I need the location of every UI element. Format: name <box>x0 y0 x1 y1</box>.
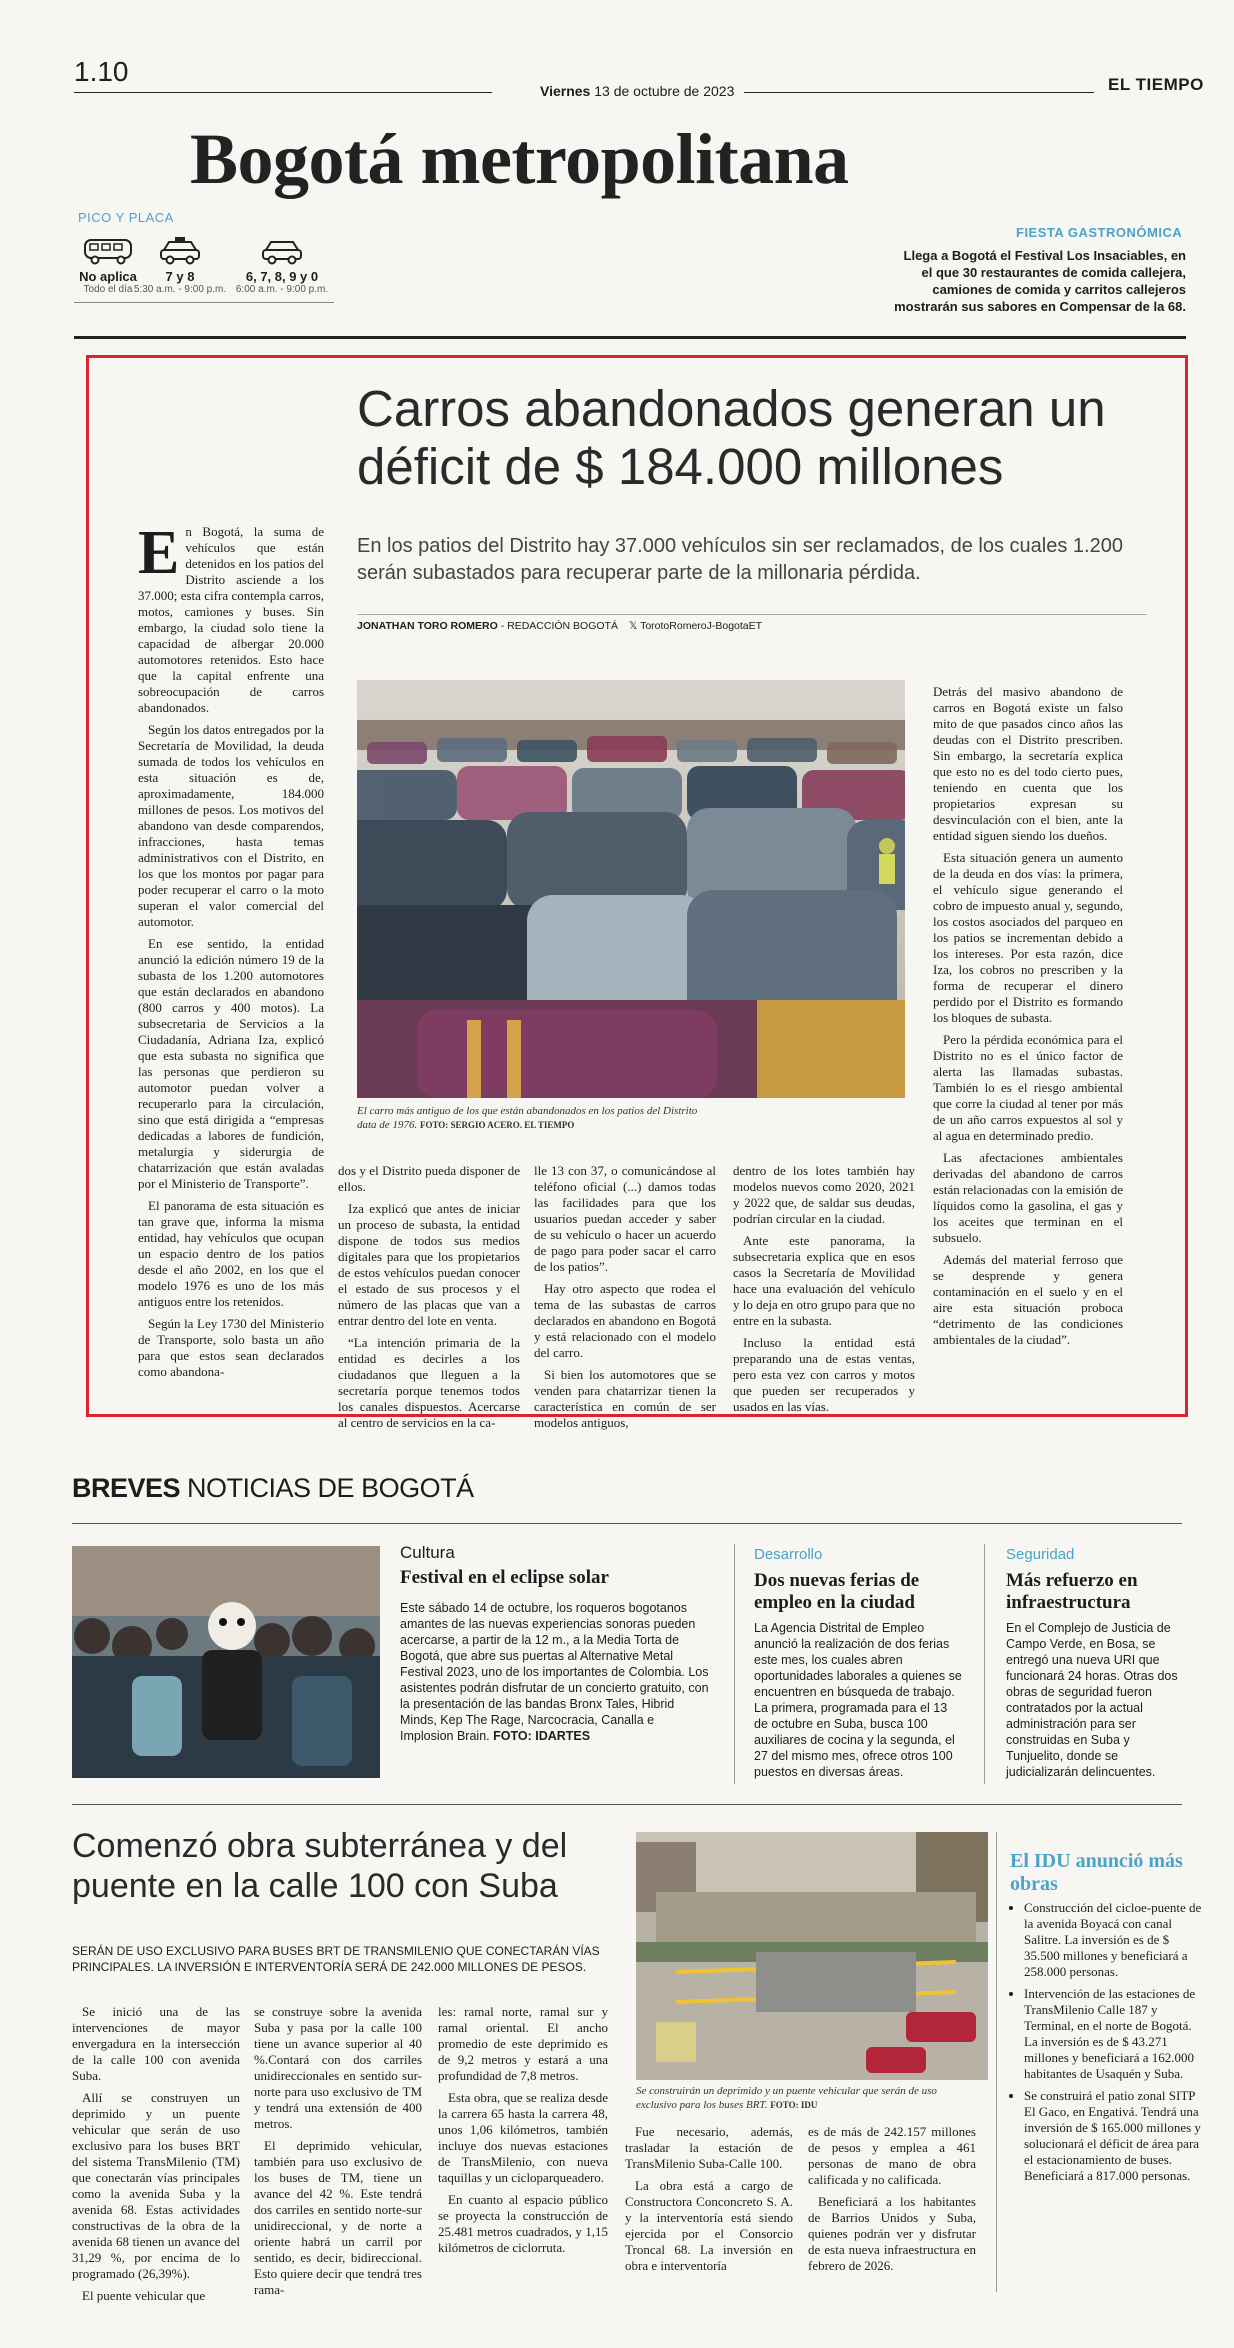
pp-taxi-value: 7 y 8 <box>165 269 195 284</box>
bottom-col1-p1: Se inició una de las intervenciones de mayor envergadura en la intersección de la calle 100 con avenida Suba. <box>72 2004 240 2083</box>
pp-bus-time: Todo el día <box>83 284 133 295</box>
breve-3-kicker: Seguridad <box>1006 1546 1075 1563</box>
main-headline: Carros abandonados generan un déficit de $ 184.000 millones <box>357 380 1106 495</box>
breve-2-text: La Agencia Distrital de Empleo anunció la realización de dos ferias este mes, los cuales abren oportunidades laborales a quienes se encuentren en búsqueda de trabajo. La primera, programada para el 13 de octubre en Suba, busca 100 auxiliares de cocina y la segunda, el 27 del mismo mes, ofrece otros 100 puestos en diversas áreas. <box>754 1621 962 1779</box>
bottom-col3-p1: les: ramal norte, ramal sur y ramal oriental. El ancho promedio de este deprimido es de 9,2 metros y estará a una profundidad de 7,8 metros. <box>438 2004 608 2083</box>
main-col1-p1: n Bogotá, la suma de vehículos que están detenidos en los patios del Distrito asciende a los 37.000; esta cifra contempla carros, motos, camiones y buses. Sin embargo, la ciudad solo tiene la capacidad de albergar 20.000 automotores retenidos. Esto hace que la capital enfrente una sobreocupación de carros abandonados. <box>138 524 324 715</box>
main-column-3 <box>534 1163 716 1437</box>
main-col3-p2: Hay otro aspecto que rodea el tema de las subastas de carros declarados en abandono en Bogotá y está relacionado con el modelo del carro. <box>534 1281 716 1360</box>
breve-1-kicker: Cultura <box>400 1543 455 1562</box>
idu-list-item: • Construcción del cicloe-puente de la avenida Boyacá con canal Salitre. La inversión es de $ 35.500 millones y beneficiará a 258.000 personas. <box>1024 1900 1204 1980</box>
bottom-column-1 <box>72 2004 240 2310</box>
pp-taxi-time: 5:30 a.m. - 9:00 p.m. <box>133 284 227 295</box>
main-col5-p1: Detrás del masivo abandono de carros en Bogotá existe un falso mito de que pasados cinco años las deudas con el Distrito prescriben. Sin embargo, la secretaría explica que esto no es del todo cierto pues, teniendo en cuenta que los propietarios expresan su desvinculación con el bien, ante la entidad siguen siendo los dueños. <box>933 684 1123 843</box>
main-column-4 <box>733 1163 915 1421</box>
bottom-column-2 <box>254 2004 422 2304</box>
dateline <box>540 83 734 99</box>
section-title: Bogotá metropolitana <box>190 119 849 199</box>
abandoned-cars-photo <box>357 680 905 1098</box>
date-day: Viernes <box>540 83 591 99</box>
byline-handle: TorotoRomeroJ-BogotaET <box>640 620 763 632</box>
breves-divider-2 <box>984 1544 985 1784</box>
main-column-2 <box>338 1163 520 1437</box>
bottom-col2-p1: se construye sobre la avenida Suba y pasa por la calle 100 tiene un avance superior al 40 %.Contará con dos carriles unidireccionales en sentido sur-norte para uso exclusivo de TM y tendrá una extensión de 400 metros. <box>254 2004 422 2131</box>
breve-2-headline: Dos nuevas ferias de empleo en la ciudad <box>754 1570 920 1613</box>
taxi-icon <box>158 236 202 266</box>
main-col1-p4: El panorama de esta situación es tan grave que, informa la misma entidad, hay vehículos que ocupan un espacio dentro de los patios desde el año 2002, en los que el modelo 1976 es uno de los más antiguos entre los retenidos. <box>138 1198 324 1309</box>
idu-list-item: • Intervención de las estaciones de TransMilenio Calle 187 y Terminal, en el norte de Bogotá. La inversión es de $ 43.271 millones y beneficiará a 162.000 habitantes de Usaquén y Suba. <box>1024 1986 1204 2082</box>
breve-3-text: En el Complejo de Justicia de Campo Verde, en Bosa, se entregó una nueva URI que funcionará 24 horas. Otras dos obras de seguridad fueron contratados por la actual administración para ser construidas en Suba y Tunjuelito, donde se judicializarán delincuentes. <box>1006 1621 1178 1779</box>
bottom-column-3 <box>438 2004 608 2262</box>
construction-photo <box>636 1832 988 2080</box>
byline-author: JONATHAN TORO ROMERO <box>357 620 498 632</box>
idu-list-item: • Se construirá el patio zonal SITP El Gaco, en Engativá. Tendrá una inversión de $ 165.000 millones y solucionará el déficit de área para el estacionamiento de buses. Beneficiará a 817.000 personas. <box>1024 2088 1204 2184</box>
byline-desk: - REDACCIÓN BOGOTÁ <box>497 620 618 632</box>
date-rest: 13 de octubre de 2023 <box>594 83 735 99</box>
header-rule-left <box>74 92 492 93</box>
pp-bus-value: No aplica <box>79 269 137 284</box>
main-col2-p1: dos y el Distrito pueda disponer de ellos. <box>338 1163 520 1194</box>
main-col5-p3: Pero la pérdida económica para el Distrito no es el único factor de alerta las llamadas subastas. También lo es el riesgo ambiental que corre la ciudad al tener por más de un año carros expuestos al sol y al agua en determinado predio. <box>933 1032 1123 1143</box>
bottom-col5-p2: Beneficiará a los habitantes de Barrios Unidos y Suba, quienes podrán ver y disfrutar de esta nueva infraestructura en febrero de 2026. <box>808 2194 976 2273</box>
main-col2-p3: “La intención primaria de la entidad es decirles a los ciudadanos que lleguen a la secretaría porque tenemos todos los canales dispuestos. Acercarse al centro de servicios en la ca- <box>338 1335 520 1430</box>
main-col3-p1: lle 13 con 37, o comunicándose al teléfono oficial (...) damos todas las facilidades para que los usuarios puedan acceder y saber de su vehículo o hacer un acuerdo de pago para poder sacar el carro de los patios”. <box>534 1163 716 1274</box>
pp-car-time: 6:00 a.m. - 9:00 p.m. <box>235 284 329 295</box>
festival-photo <box>72 1546 380 1778</box>
breves-title <box>72 1473 474 1504</box>
photo-credit: FOTO: SERGIO ACERO. EL TIEMPO <box>419 1120 575 1130</box>
header-rule-right <box>744 92 1094 93</box>
breve-1-body: Este sábado 14 de octubre, los roqueros bogotanos amantes de las nuevas experiencias sonoras pueden acercarse, a partir de la 12 m., a la Media Torta de Bogotá, que abre sus puertas al Alternative Metal Festival 2023, uno de los importantes de Colombia. Los asistentes podrán disfrutar de un concierto gratuito, con la presentación de las bandas Bronx Tales, Hibrid Minds, Kep The Rage, Narcocracia, Canalla e Implosion Brain. <box>400 1601 709 1743</box>
main-col4-p1: dentro de los lotes también hay modelos nuevos como 2020, 2021 y 2022 que, de saldar sus deudas, podrían circular en la ciudad. <box>733 1163 915 1226</box>
main-col1-p5: Según la Ley 1730 del Ministerio de Transporte, solo basta un año para que estos sean declarados como abandona- <box>138 1316 324 1379</box>
breve-1-headline: Festival en el eclipse solar <box>400 1567 609 1588</box>
brand-logo: EL TIEMPO <box>1108 75 1204 94</box>
bottom-col4-p1: Fue necesario, además, trasladar la estación de TransMilenio Suba-Calle 100. <box>625 2124 793 2171</box>
main-subhead: En los patios del Distrito hay 37.000 vehículos sin ser reclamados, de los cuales 1.200 serán subastados para recuperar parte de la millonaria pérdida. <box>357 535 1123 584</box>
bottom-photo-caption <box>636 2084 976 2112</box>
main-col4-p2: Ante este panorama, la subsecretaria explica que en esos casos la Secretaría de Movilidad hace una evaluación del vehículo y lo deja en otro grupo para que no entre en la subasta. <box>733 1233 915 1328</box>
breve-1-text <box>400 1600 710 1744</box>
main-col5-p2: Esta situación genera un aumento de la deuda en dos vías: la primera, el vehículo sigue generando el cobro de impuesto anual y, segundo, los costos asociados del parqueo en los patios se incrementan debido a los intereses. Por esta razón, dice Iza, los cobros no prescriben y la forma de recuperar el dinero perdido por el Distrito es formando los bloques de subasta. <box>933 850 1123 1025</box>
header-thick-rule <box>74 336 1186 339</box>
x-icon: 𝕏 <box>628 620 638 632</box>
photo-caption <box>357 1104 707 1132</box>
fiesta-text: Llega a Bogotá el Festival Los Insaciables, en el que 30 restaurantes de comida callejera, camiones de comida y carritos callejeros mostrarán sus sabores en Compensar de la 68. <box>894 248 1186 314</box>
bottom-caption-credit: FOTO: IDU <box>770 2100 818 2110</box>
idu-divider <box>996 1832 997 2292</box>
photo-caption-text: El carro más antiguo de los que están abandonados en los patios del Distrito data de 1976. <box>357 1105 698 1131</box>
breve-2-kicker: Desarrollo <box>754 1546 823 1563</box>
breves-rule <box>72 1523 1182 1524</box>
page-number: 1.10 <box>74 56 129 87</box>
main-col5-p5: Además del material ferroso que se desprende y genera contaminación en el suelo y en el aire esta situación proboca “detrimento de las condiciones ambientales de la ciudad”. <box>933 1252 1123 1347</box>
main-column-5 <box>933 684 1123 1354</box>
idu-title: El IDU anunció más obras <box>1010 1850 1183 1895</box>
main-col2-p2: Iza explicó que antes de iniciar un proceso de subasta, la entidad dispone de todos sus medios digitales para que los propietarios de estos vehículos puedan conocer el estado de sus procesos y el número de las placas que van a entrar dentro del lote en venta. <box>338 1201 520 1328</box>
idu-list <box>1010 1900 1204 2190</box>
bottom-col3-p2: Esta obra, que se realiza desde la carrera 65 hasta la carrera 48, unos 1,06 kilómetros, también incluye dos nuevas estaciones de TransMilenio, con nueva taquillas y un cicloparqueadero. <box>438 2090 608 2185</box>
bottom-col1-p3: El puente vehicular que <box>82 2288 206 2303</box>
main-col1-p2: Según los datos entregados por la Secretaría de Movilidad, la deuda sumada de todos los vehículos en esta situación es de, aproximadamente, 184.000 millones de pesos. Los motivos del abandono van desde comparendos, infracciones, hasta temas administrativos con el Distrito, en los que los montos por pagar para poder recuperar el carro o la moto superan el valor comercial del automotor. <box>138 722 324 929</box>
bottom-rule <box>72 1804 1182 1805</box>
bottom-col4-p2: La obra está a cargo de Constructora Conconcreto S. A. y la interventoría está siendo ejercida por el Consorcio Troncal 68. La inversión en obra e interventoría <box>625 2178 793 2273</box>
pico-y-placa-rule <box>74 302 334 303</box>
main-col3-p3: Si bien los automotores que se venden para chatarrizar tienen la característica en común de ser modelos antiguos, <box>534 1367 716 1430</box>
fiesta-label: FIESTA GASTRONÓMICA <box>1016 225 1183 240</box>
main-col1-p3: En ese sentido, la entidad anunció la edición número 19 de la subasta de los 1.200 automotores que están declarados en abandono (800 carros y 400 motos). La subsecretaria de Servicios a la Ciudadanía, Adriana Iza, explicó que esta subasta no significa que las personas que perdieron su automotor puedan volver a recuperarlo para la circulación, sino que está dirigida a “empresas dedicadas a labores de fundición, metalurgia y siderurgia de chatarrización que están avaladas por el Ministerio de Transporte”. <box>138 936 324 1191</box>
bottom-headline: Comenzó obra subterránea y del puente en la calle 100 con Suba <box>72 1827 568 1905</box>
bottom-col5-p1: es de más de 242.157 millones de pesos y emplea a 461 personas de mano de obra calificada y no calificada. <box>808 2124 976 2187</box>
breve-3-headline: Más refuerzo en infraestructura <box>1006 1570 1138 1613</box>
main-column-1 <box>138 519 324 1386</box>
bottom-caption-text: Se construirán un deprimido y un puente vehicular que serán de uso exclusivo para los buses BRT. <box>636 2085 937 2111</box>
dropcap: E <box>138 519 180 587</box>
pico-y-placa-label: PICO Y PLACA <box>78 210 174 225</box>
car-icon <box>260 236 304 266</box>
bottom-col1-p2: Allí se construyen un deprimido y un puente vehicular que serán de uso exclusivo para los buses BRT del sistema TransMilenio (TM) que conectarán vías principales como la avenida Suba y la avenida 68. Estas actividades constructivas de la obra de la avenida 68 tienen un avance del 31,29 %, por encima de lo programado (26,39%). <box>72 2090 240 2281</box>
breves-title-bold: BREVES <box>72 1473 181 1503</box>
pp-car-value: 6, 7, 8, 9 y 0 <box>245 269 319 284</box>
bottom-column-5 <box>808 2124 976 2280</box>
pico-y-placa-item-car <box>222 236 342 296</box>
bottom-column-4 <box>625 2124 793 2280</box>
breves-divider-1 <box>734 1544 735 1784</box>
main-col4-p3: Incluso la entidad está preparando una de estas ventas, pero esta vez con carros y motos que pueden ser recuperados y usados en las vías. <box>733 1335 915 1414</box>
breve-1-credit: FOTO: IDARTES <box>493 1729 591 1743</box>
bottom-col3-p3: En cuanto al espacio público se proyecta la construcción de 25.481 metros cuadrados, y 1,15 kilómetros de ciclorruta. <box>438 2192 608 2255</box>
bottom-col2-p2: El deprimido vehicular, también para uso exclusivo de los buses de TM, tiene un avance del 42 %. Este tendrá dos carriles en sentido norte-sur unidireccional, y de norte a oriente habrá un carril por sentido, es decir, bidireccional. Esto quiere decir que tendrá tres rama- <box>254 2138 422 2297</box>
breves-title-rest: NOTICIAS DE BOGOTÁ <box>180 1473 474 1503</box>
byline <box>357 614 1147 632</box>
main-col5-p4: Las afectaciones ambientales derivadas del abandono de carros están relacionadas con la emisión de líquidos como la gasolina, el gas y los aceites que terminan en el subsuelo. <box>933 1150 1123 1245</box>
bottom-subhead: SERÁN DE USO EXCLUSIVO PARA BUSES BRT DE TRANSMILENIO QUE CONECTARÁN VÍAS PRINCIPALES. LA INVERSIÓN E INTERVENTORÍA SERÁ DE 242.000 MILLONES DE PESOS. <box>72 1944 600 1974</box>
